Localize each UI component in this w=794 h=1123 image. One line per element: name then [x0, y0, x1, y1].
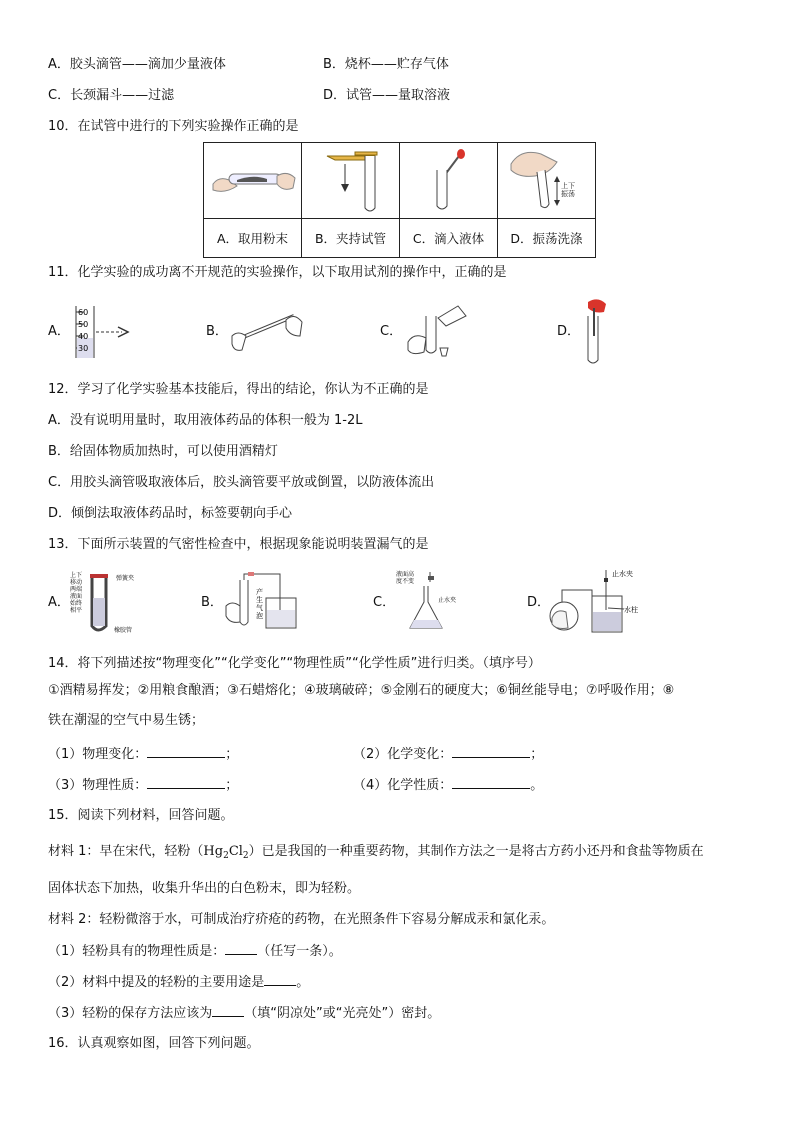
- q9-option-d: D．试管——量取溶液: [323, 88, 451, 103]
- tick-30: 30: [78, 344, 89, 353]
- q13-label-a: A．: [48, 595, 70, 610]
- q12-option-b: B．给固体物质加热时，可以使用酒精灯: [48, 444, 278, 459]
- q13-stem: 13．下面所示装置的气密性检查中，根据现象能说明装置漏气的是: [48, 537, 429, 552]
- eye-icon: [118, 327, 128, 337]
- q9-option-c: C．长颈漏斗——过滤: [48, 88, 175, 103]
- q14-blank-1: （1）物理变化： ；: [48, 747, 239, 762]
- q12-option-d: D．倾倒法取液体药品时，标签要朝向手心: [48, 506, 293, 521]
- q10-image-a: [204, 143, 302, 219]
- q9-option-a: A．胶头滴管——滴加少量液体: [48, 57, 226, 72]
- q12-option-c: C．用胶头滴管吸取液体后，胶头滴管要平放或倒置，以防液体流出: [48, 475, 435, 490]
- q11-label-a: A．: [48, 324, 70, 339]
- q10-stem: 10．在试管中进行的下列实验操作正确的是: [48, 119, 299, 134]
- q13-image-d: [546, 566, 656, 636]
- answer-blank[interactable]: [264, 973, 296, 986]
- q14-stem: 14．将下列描述按“物理变化”“化学变化”“物理性质”“化学性质”进行归类。（填序号）: [48, 656, 541, 671]
- q10-label-c: C．滴入液体: [400, 219, 498, 258]
- q10-image-d: [498, 143, 596, 219]
- q13-image-a: [66, 568, 156, 636]
- q13-a-clamp: 弹簧夹: [116, 575, 135, 582]
- q11-label-c: C．: [380, 324, 403, 339]
- q12-stem: 12．学习了化学实验基本技能后，得出的结论，你认为不正确的是: [48, 382, 429, 397]
- powder-tube-figure: [207, 154, 299, 204]
- svg-text:生: 生: [256, 596, 263, 604]
- dropper-figure: [403, 144, 495, 214]
- svg-text:泡: 泡: [256, 612, 263, 620]
- q14-blank-3: （3）物理性质： ；: [48, 778, 239, 793]
- q13-label-c: C．: [373, 595, 396, 610]
- q10-label-d: D．振荡洗涤: [498, 219, 596, 258]
- svg-text:液面: 液面: [70, 593, 83, 600]
- q15-material-1-line2: 固体状态下加热，收集升华出的白色粉末，即为轻粉。: [48, 881, 361, 896]
- q15-material-1: 材料 1：早在宋代，轻粉$(Hg_2Cl_2)$已是我国的一种重要药物，其制作方法之一是将古方药小还丹和食盐等物质在: [48, 844, 704, 861]
- tick-60: 60: [78, 308, 89, 317]
- q13-c-note: 液面高: [396, 571, 415, 578]
- svg-text:度不变: 度不变: [396, 578, 415, 585]
- answer-blank[interactable]: [147, 745, 225, 758]
- svg-text:振荡: 振荡: [560, 190, 575, 198]
- q15-sub-1: （1）轻粉具有的物理性质是： （任写一条）。: [48, 944, 342, 959]
- q13-image-b: [222, 572, 302, 636]
- tube-clamp-figure: [305, 144, 397, 214]
- q11-label-b: B．: [206, 324, 228, 339]
- q13-image-c: [392, 568, 472, 636]
- q11-image-b: [228, 306, 308, 356]
- q11-image-d: [576, 296, 616, 366]
- shake-tube-figure: [501, 144, 593, 214]
- q14-items-line1: ①酒精易挥发；②用粮食酿酒；③石蜡熔化；④玻璃破碎；⑤金刚石的硬度大；⑥铜丝能导电；⑦呼吸作用；⑧: [48, 683, 675, 698]
- q10-label-a: A．取用粉末: [204, 219, 302, 258]
- answer-blank[interactable]: [212, 1004, 244, 1017]
- q15-sub-2: （2）材料中提及的轻粉的主要用途是 。: [48, 975, 310, 990]
- q10-options-table: [203, 142, 596, 258]
- tick-50: 50: [78, 320, 89, 329]
- shake-note: 上下: [560, 182, 575, 190]
- q11-stem: 11．化学实验的成功离不开规范的实验操作，以下取用试剂的操作中，正确的是: [48, 265, 507, 280]
- svg-text:始终: 始终: [70, 600, 83, 607]
- answer-blank[interactable]: [225, 942, 257, 955]
- q13-d-column: 水柱: [624, 606, 638, 614]
- q13-c-clamp: 止水夹: [438, 597, 457, 604]
- q10-image-c: [400, 143, 498, 219]
- q14-blank-4: （4）化学性质： 。: [353, 778, 544, 793]
- tick-40: 40: [78, 332, 89, 341]
- q14-items-line2: 铁在潮湿的空气中易生锈；: [48, 713, 205, 728]
- q13-label-b: B．: [201, 595, 223, 610]
- q12-option-a: A．没有说明用量时，取用液体药品的体积一般为 1-2L: [48, 413, 363, 428]
- q13-label-d: D．: [527, 595, 551, 610]
- chemical-formula: $Hg_2Cl_2$: [203, 844, 249, 861]
- q13-d-clamp: 止水夹: [612, 570, 633, 578]
- q11-image-a: [68, 302, 138, 360]
- q11-image-c: [400, 302, 472, 362]
- q11-label-d: D．: [557, 324, 581, 339]
- answer-blank[interactable]: [452, 776, 530, 789]
- q16-stem: 16．认真观察如图，回答下列问题。: [48, 1036, 260, 1051]
- answer-blank[interactable]: [147, 776, 225, 789]
- q15-sub-3: （3）轻粉的保存方法应该为 （填“阴凉处”或“光亮处”）密封。: [48, 1006, 441, 1021]
- q10-label-b: B．夹持试管: [302, 219, 400, 258]
- svg-text:移动: 移动: [70, 579, 83, 586]
- q15-stem: 15．阅读下列材料，回答问题。: [48, 808, 234, 823]
- svg-text:两端: 两端: [70, 586, 83, 593]
- q13-a-note: 上下: [70, 572, 83, 579]
- q15-material-2: 材料 2：轻粉微溶于水，可制成治疗疥疮的药物，在光照条件下容易分解成汞和氯化汞。: [48, 912, 555, 927]
- q14-blank-2: （2）化学变化： ；: [353, 747, 544, 762]
- q13-a-tube: 橡胶管: [114, 627, 133, 634]
- answer-blank[interactable]: [452, 745, 530, 758]
- svg-text:气: 气: [256, 604, 263, 612]
- q13-b-note: 产: [256, 588, 263, 596]
- svg-text:相平: 相平: [70, 607, 83, 614]
- q9-option-b: B．烧杯——贮存气体: [323, 57, 449, 72]
- q10-image-b: [302, 143, 400, 219]
